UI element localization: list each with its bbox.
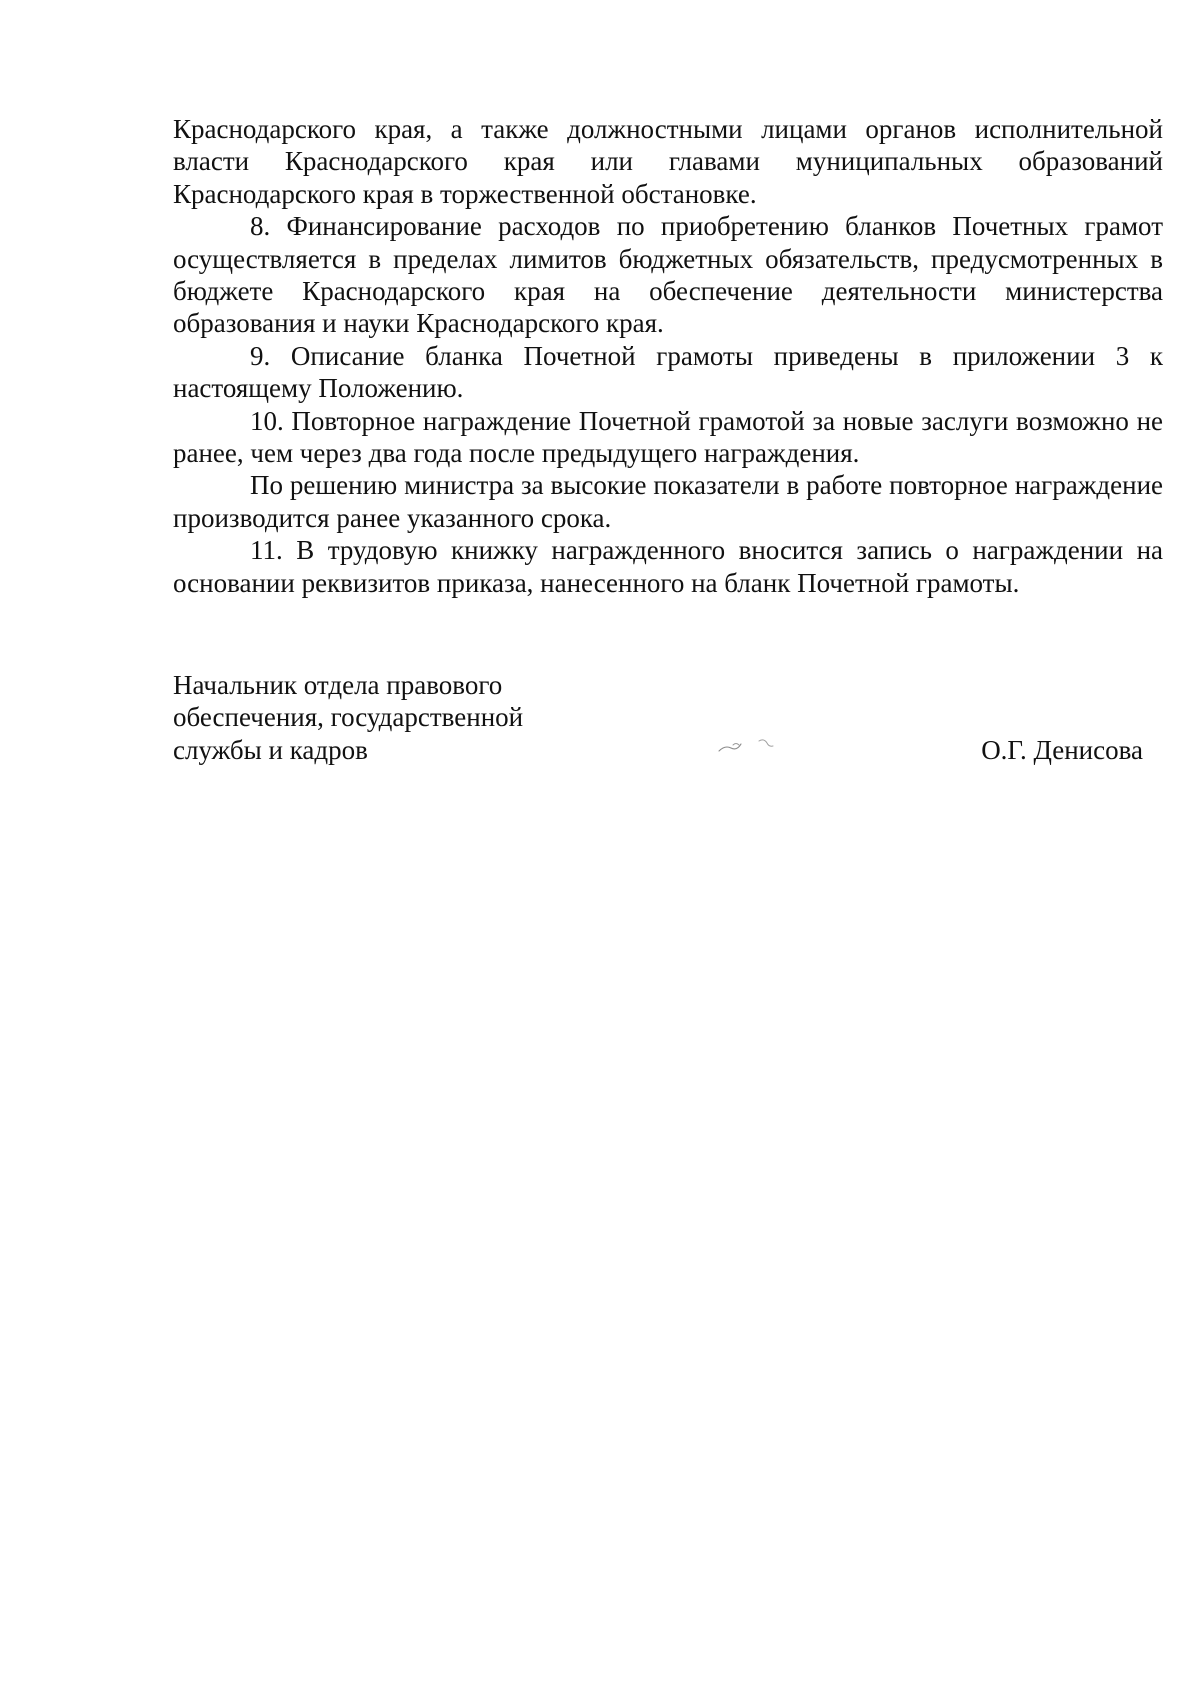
signature-block: [173, 669, 1163, 779]
signatory-position: [173, 669, 593, 766]
paragraph-minister-decision: По решению министра за высокие показатели в работе повторное награждение производится ранее указанного срока.: [173, 470, 1163, 533]
signatory-position-line: службы и кадров: [173, 734, 368, 765]
document-body: [173, 113, 1163, 599]
signatory-position-line: обеспечения, государственной: [173, 702, 524, 733]
paragraph-item-10: 10. Повторное награждение Почетной грамотой за новые заслуги возможно не ранее, чем через два года после предыдущего награждения.: [173, 405, 1163, 469]
paragraph-continuation: Краснодарского края, а также должностными лицами органов исполнительной власти Краснодарского края или главами муниципальных образований Краснодарского края в торжественной обстановке.: [173, 114, 1163, 209]
signatory-position-line: Начальник отдела правового: [173, 670, 503, 700]
handwritten-signature-mark: [713, 733, 823, 757]
paragraph-item-11: 11. В трудовую книжку награжденного вносится запись о награждении на основании реквизитов приказа, нанесенного на бланк Почетной грамоты.: [173, 535, 1163, 598]
signatory-name: О.Г. Денисова: [981, 734, 1143, 765]
paragraph-item-9: 9. Описание бланка Почетной грамоты приведены в приложении 3 к настоящему Положению.: [173, 340, 1163, 404]
paragraph-item-8: 8. Финансирование расходов по приобретению бланков Почетных грамот осуществляется в пределах лимитов бюджетных обязательств, предусмотренных в бюджете Краснодарского края на обеспечение деятельности министерства образования и науки Краснодарского края.: [173, 211, 1163, 339]
